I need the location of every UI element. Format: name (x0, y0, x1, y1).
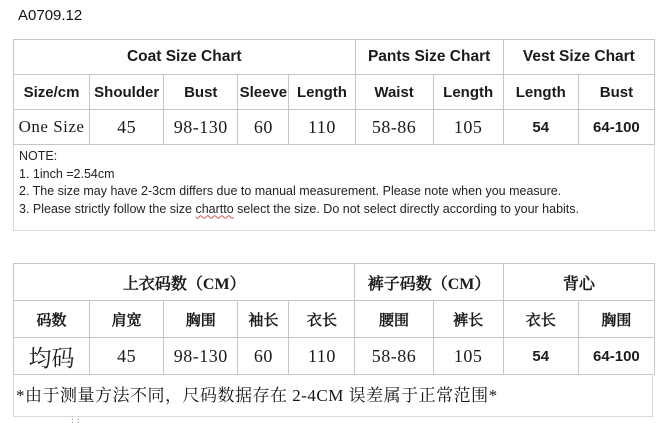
column-header: 胸围 (578, 301, 654, 338)
table-row (14, 75, 655, 110)
column-header: 肩宽 (90, 301, 164, 338)
value-cell: 58-86 (355, 338, 433, 375)
group-header-pants: Pants Size Chart (355, 40, 503, 75)
notes-english (13, 145, 655, 231)
column-header: Shoulder (90, 75, 164, 110)
note-line-3-misspelled-word: chartto (195, 201, 234, 216)
note-line-1: 1. 1inch =2.54cm (19, 166, 115, 181)
column-header: Length (289, 75, 355, 110)
value-cell: 105 (433, 110, 503, 145)
value-cell: 98-130 (164, 110, 238, 145)
column-header: Length (503, 75, 578, 110)
value-cell: 64-100 (578, 338, 654, 375)
table-row (14, 264, 655, 301)
group-header-coat: Coat Size Chart (14, 40, 356, 75)
note-heading: NOTE: (19, 149, 58, 163)
group-header-pants-cn: 裤子码数（CM） (355, 264, 503, 301)
note-line-3-suffix: select the size. Do not select directly according to your habits. (233, 201, 579, 216)
note-line-3-prefix: 3. Please strictly follow the size (19, 201, 196, 216)
value-cell: 45 (90, 110, 164, 145)
note-chinese: *由于测量方法不同，尺码数据存在 2-4CM 误差属于正常范围* (16, 386, 498, 405)
notes-chinese-box (13, 374, 653, 417)
value-cell: 60 (238, 338, 289, 375)
group-header-tops-cn: 上衣码数（CM） (14, 264, 355, 301)
column-header: 衣长 (289, 301, 355, 338)
column-header: Bust (164, 75, 238, 110)
stray-mark: :: (70, 416, 82, 425)
size-table-chinese (13, 263, 655, 375)
size-table-english (13, 39, 655, 145)
column-header: 胸围 (164, 301, 238, 338)
note-line-3 (19, 201, 649, 219)
table-row (14, 338, 655, 375)
value-cell: 60 (238, 110, 289, 145)
column-header: 码数 (14, 301, 90, 338)
column-header: 袖长 (238, 301, 289, 338)
note-line-2: 2. The size may have 2-3cm differs due to manual measurement. Please note when you measure. (19, 184, 562, 198)
value-cell: 54 (503, 338, 578, 375)
value-cell: 45 (90, 338, 164, 375)
group-header-vest-cn: 背心 (503, 264, 654, 301)
group-header-vest: Vest Size Chart (503, 40, 654, 75)
column-header: 腰围 (355, 301, 433, 338)
column-header: 衣长 (503, 301, 578, 338)
value-cell: 均码 (14, 338, 90, 375)
product-code: A0709.12 (18, 7, 83, 24)
value-cell: One Size (14, 110, 90, 145)
column-header: Size/cm (14, 75, 90, 110)
column-header: Sleeve (238, 75, 289, 110)
value-cell: 98-130 (164, 338, 238, 375)
value-cell: 54 (503, 110, 578, 145)
value-cell: 58-86 (355, 110, 433, 145)
value-cell: 110 (289, 110, 355, 145)
column-header: Length (433, 75, 503, 110)
value-cell: 105 (433, 338, 503, 375)
column-header: 裤长 (433, 301, 503, 338)
table-row (14, 40, 655, 75)
column-header: Waist (355, 75, 433, 110)
column-header: Bust (578, 75, 654, 110)
table-row (14, 301, 655, 338)
value-cell: 64-100 (578, 110, 654, 145)
value-cell: 110 (289, 338, 355, 375)
table-row (14, 110, 655, 145)
